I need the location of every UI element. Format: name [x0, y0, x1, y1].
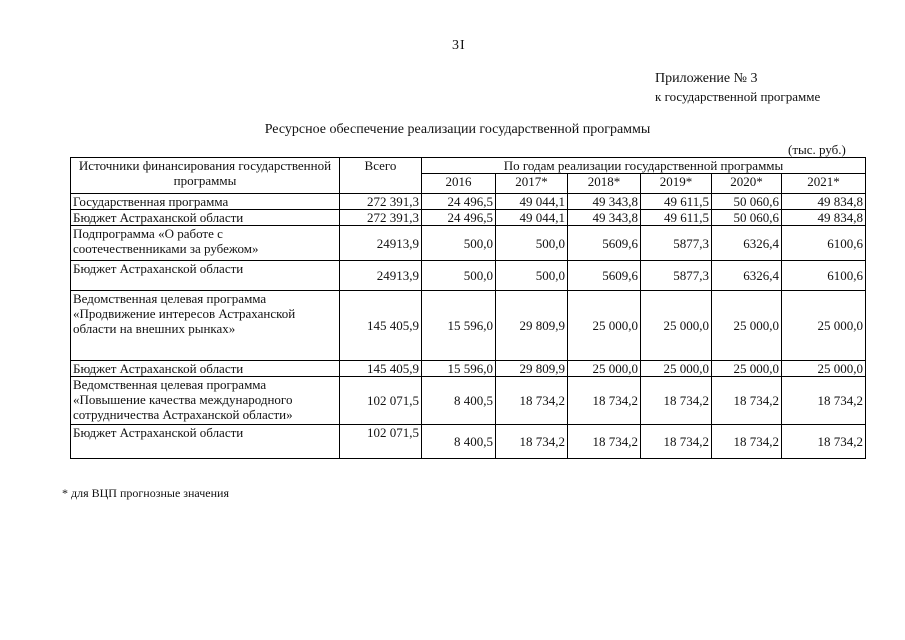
- page-number: 3I: [452, 38, 466, 53]
- row-value: 500,0: [496, 226, 568, 261]
- row-value: 18 734,2: [496, 425, 568, 459]
- row-value: 25 000,0: [568, 361, 641, 377]
- row-source: Бюджет Астраханской области: [71, 361, 340, 377]
- header-source: Источники финансирования государственной программы: [71, 158, 340, 194]
- row-value: 25 000,0: [641, 361, 712, 377]
- row-total: 24913,9: [340, 226, 422, 261]
- row-value: 18 734,2: [641, 425, 712, 459]
- table-row: [71, 425, 866, 459]
- row-value: 24 496,5: [422, 210, 496, 226]
- footnote: * для ВЦП прогнозные значения: [62, 486, 229, 500]
- row-total: 24913,9: [340, 261, 422, 291]
- row-value: 25 000,0: [712, 361, 782, 377]
- row-value: 49 834,8: [782, 210, 866, 226]
- row-value: 49 343,8: [568, 194, 641, 210]
- row-value: 8 400,5: [422, 425, 496, 459]
- row-value: 50 060,6: [712, 194, 782, 210]
- row-value: 29 809,9: [496, 361, 568, 377]
- header-by-years: По годам реализации государственной программы: [422, 158, 866, 174]
- appendix-line-1: Приложение № 3: [655, 71, 758, 86]
- row-value: 500,0: [496, 261, 568, 291]
- row-source: Ведомственная целевая программа «Продвижение интересов Астраханской области на внешних рынках»: [71, 291, 340, 361]
- row-source: Бюджет Астраханской области: [71, 210, 340, 226]
- appendix-label: [655, 70, 820, 106]
- header-year: 2018*: [568, 174, 641, 194]
- header-total: Всего: [340, 158, 422, 194]
- row-value: 49 044,1: [496, 194, 568, 210]
- header-year: 2016: [422, 174, 496, 194]
- row-total: 102 071,5: [340, 377, 422, 425]
- table-row: [71, 210, 866, 226]
- row-value: 18 734,2: [641, 377, 712, 425]
- header-year: 2017*: [496, 174, 568, 194]
- row-value: 500,0: [422, 226, 496, 261]
- row-source: Бюджет Астраханской области: [71, 261, 340, 291]
- units-label: (тыс. руб.): [788, 142, 846, 157]
- table-row: [71, 194, 866, 210]
- row-value: 49 834,8: [782, 194, 866, 210]
- row-source: Бюджет Астраханской области: [71, 425, 340, 459]
- row-value: 49 044,1: [496, 210, 568, 226]
- appendix-line-2: к государственной программе: [655, 89, 821, 104]
- header-year: 2020*: [712, 174, 782, 194]
- row-value: 5877,3: [641, 261, 712, 291]
- row-value: 18 734,2: [712, 377, 782, 425]
- header-year: 2021*: [782, 174, 866, 194]
- row-value: 6326,4: [712, 261, 782, 291]
- row-value: 18 734,2: [568, 377, 641, 425]
- row-value: 49 611,5: [641, 210, 712, 226]
- row-value: 18 734,2: [782, 425, 866, 459]
- row-total: 145 405,9: [340, 361, 422, 377]
- row-value: 18 734,2: [568, 425, 641, 459]
- row-value: 24 496,5: [422, 194, 496, 210]
- row-value: 15 596,0: [422, 361, 496, 377]
- table-row: [71, 377, 866, 425]
- row-value: 8 400,5: [422, 377, 496, 425]
- row-value: 18 734,2: [496, 377, 568, 425]
- table-row: [71, 361, 866, 377]
- row-value: 18 734,2: [782, 377, 866, 425]
- row-value: 25 000,0: [782, 291, 866, 361]
- row-value: 5877,3: [641, 226, 712, 261]
- row-value: 25 000,0: [641, 291, 712, 361]
- row-value: 50 060,6: [712, 210, 782, 226]
- row-total: 272 391,3: [340, 210, 422, 226]
- row-value: 49 343,8: [568, 210, 641, 226]
- row-value: 15 596,0: [422, 291, 496, 361]
- document-title: Ресурсное обеспечение реализации государственной программы: [264, 122, 651, 137]
- row-value: 5609,6: [568, 226, 641, 261]
- row-value: 25 000,0: [782, 361, 866, 377]
- row-value: 25 000,0: [712, 291, 782, 361]
- row-value: 18 734,2: [712, 425, 782, 459]
- resource-table: [70, 157, 866, 459]
- row-source: Подпрограмма «О работе с соотечественниками за рубежом»: [71, 226, 340, 261]
- row-value: 6100,6: [782, 226, 866, 261]
- row-value: 49 611,5: [641, 194, 712, 210]
- row-source: Государственная программа: [71, 194, 340, 210]
- row-value: 6326,4: [712, 226, 782, 261]
- row-value: 6100,6: [782, 261, 866, 291]
- row-value: 5609,6: [568, 261, 641, 291]
- row-value: 25 000,0: [568, 291, 641, 361]
- table-row: [71, 261, 866, 291]
- row-value: 500,0: [422, 261, 496, 291]
- row-source: Ведомственная целевая программа «Повышение качества международного сотрудничества Астраханской области»: [71, 377, 340, 425]
- row-value: 29 809,9: [496, 291, 568, 361]
- row-total: 272 391,3: [340, 194, 422, 210]
- table-row: [71, 291, 866, 361]
- row-total: 102 071,5: [340, 425, 422, 459]
- header-year: 2019*: [641, 174, 712, 194]
- table-row: [71, 226, 866, 261]
- row-total: 145 405,9: [340, 291, 422, 361]
